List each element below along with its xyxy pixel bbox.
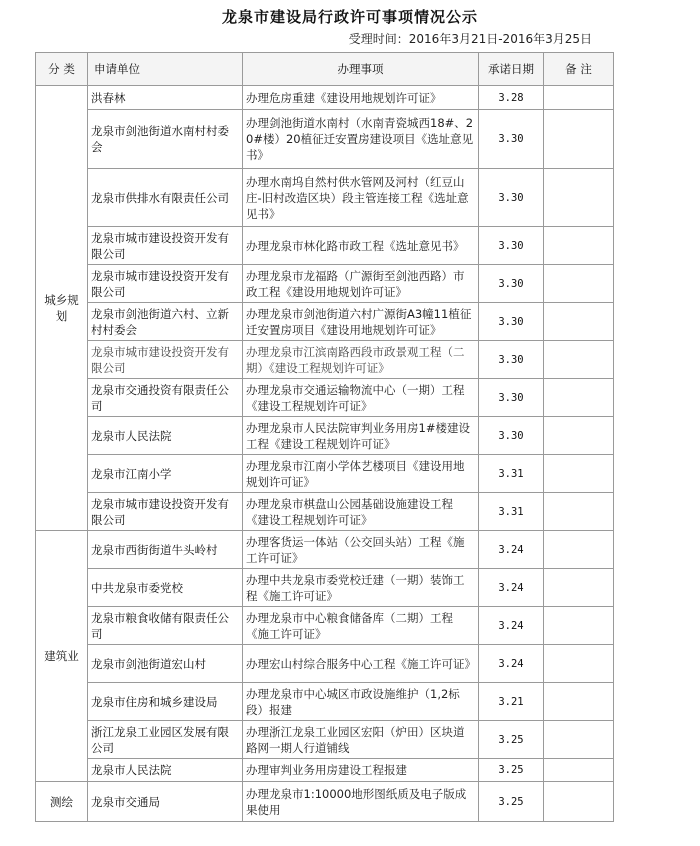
note-cell — [544, 683, 614, 721]
note-cell — [544, 493, 614, 531]
note-cell — [544, 607, 614, 645]
category-cell: 城乡规划 — [36, 86, 88, 531]
category-cell: 建筑业 — [36, 531, 88, 782]
unit-cell: 龙泉市人民法院 — [88, 417, 243, 455]
date-cell: 3.24 — [479, 569, 544, 607]
item-cell: 办理中共龙泉市委党校迁建（一期）装饰工程《施工许可证》 — [243, 569, 479, 607]
item-cell: 办理客货运一体站（公交回头站）工程《施工许可证》 — [243, 531, 479, 569]
table-row — [36, 169, 614, 227]
permit-table — [35, 52, 614, 822]
note-cell — [544, 341, 614, 379]
date-cell: 3.24 — [479, 645, 544, 683]
item-cell: 办理龙泉市剑池街道六村广源街A3幢11植征迁安置房项目《建设用地规划许可证》 — [243, 303, 479, 341]
unit-cell: 龙泉市城市建设投资开发有限公司 — [88, 493, 243, 531]
date-cell: 3.24 — [479, 531, 544, 569]
acceptance-period: 受理时间：2016年3月21日-2016年3月25日 — [348, 32, 592, 46]
col-header-unit: 申请单位 — [88, 53, 243, 86]
date-cell: 3.30 — [479, 379, 544, 417]
unit-cell: 中共龙泉市委党校 — [88, 569, 243, 607]
item-cell: 办理龙泉市江南小学体艺楼项目《建设用地规划许可证》 — [243, 455, 479, 493]
table-row — [36, 531, 614, 569]
item-cell: 办理危房重建《建设用地规划许可证》 — [243, 86, 479, 110]
table-row — [36, 759, 614, 782]
unit-cell: 洪春林 — [88, 86, 243, 110]
date-cell: 3.28 — [479, 86, 544, 110]
table-row — [36, 455, 614, 493]
unit-cell: 龙泉市城市建设投资开发有限公司 — [88, 227, 243, 265]
note-cell — [544, 782, 614, 822]
table-row — [36, 110, 614, 169]
note-cell — [544, 303, 614, 341]
date-cell: 3.30 — [479, 303, 544, 341]
table-row — [36, 86, 614, 110]
item-cell: 办理龙泉市江滨南路西段市政景观工程（二期）《建设工程规划许可证》 — [243, 341, 479, 379]
col-header-note: 备 注 — [544, 53, 614, 86]
unit-cell: 浙江龙泉工业园区发展有限公司 — [88, 721, 243, 759]
unit-cell: 龙泉市城市建设投资开发有限公司 — [88, 265, 243, 303]
date-cell: 3.25 — [479, 782, 544, 822]
date-cell: 3.30 — [479, 417, 544, 455]
note-cell — [544, 759, 614, 782]
date-cell: 3.21 — [479, 683, 544, 721]
note-cell — [544, 379, 614, 417]
unit-cell: 龙泉市交通局 — [88, 782, 243, 822]
table-row — [36, 265, 614, 303]
page-title: 龙泉市建设局行政许可事项情况公示 — [221, 8, 478, 26]
note-cell — [544, 265, 614, 303]
item-cell: 办理水南坞自然村供水管网及河村（红豆山庄-旧村改造区块）段主管连接工程《选址意见书》 — [243, 169, 479, 227]
date-cell: 3.30 — [479, 265, 544, 303]
item-cell: 办理龙泉市中心城区市政设施维护（1,2标段）报建 — [243, 683, 479, 721]
date-cell: 3.31 — [479, 493, 544, 531]
table-row — [36, 721, 614, 759]
table-row — [36, 569, 614, 607]
table-row — [36, 417, 614, 455]
unit-cell: 龙泉市粮食收储有限责任公司 — [88, 607, 243, 645]
table-row — [36, 683, 614, 721]
date-cell: 3.24 — [479, 607, 544, 645]
table-row — [36, 645, 614, 683]
item-cell: 办理浙江龙泉工业园区宏阳（炉田）区块道路网一期人行道铺线 — [243, 721, 479, 759]
table-row — [36, 379, 614, 417]
unit-cell: 龙泉市城市建设投资开发有限公司 — [88, 341, 243, 379]
unit-cell: 龙泉市剑池街道六村、立新村村委会 — [88, 303, 243, 341]
unit-cell: 龙泉市剑池街道宏山村 — [88, 645, 243, 683]
unit-cell: 龙泉市住房和城乡建设局 — [88, 683, 243, 721]
note-cell — [544, 455, 614, 493]
note-cell — [544, 645, 614, 683]
item-cell: 办理龙泉市中心粮食储备库（二期）工程《施工许可证》 — [243, 607, 479, 645]
col-header-item: 办理事项 — [243, 53, 479, 86]
item-cell: 办理龙泉市人民法院审判业务用房1#楼建设工程《建设工程规划许可证》 — [243, 417, 479, 455]
table-row — [36, 341, 614, 379]
item-cell: 办理龙泉市龙福路（广源街至剑池西路）市政工程《建设用地规划许可证》 — [243, 265, 479, 303]
date-cell: 3.30 — [479, 341, 544, 379]
header-row — [36, 53, 614, 86]
note-cell — [544, 531, 614, 569]
note-cell — [544, 721, 614, 759]
item-cell: 办理龙泉市1:10000地形图纸质及电子版成果使用 — [243, 782, 479, 822]
item-cell: 办理龙泉市棋盘山公园基础设施建设工程《建设工程规划许可证》 — [243, 493, 479, 531]
note-cell — [544, 86, 614, 110]
date-cell: 3.30 — [479, 169, 544, 227]
col-header-category: 分 类 — [36, 53, 88, 86]
date-cell: 3.25 — [479, 759, 544, 782]
unit-cell: 龙泉市供排水有限责任公司 — [88, 169, 243, 227]
item-cell: 办理宏山村综合服务中心工程《施工许可证》 — [243, 645, 479, 683]
unit-cell: 龙泉市江南小学 — [88, 455, 243, 493]
item-cell: 办理审判业务用房建设工程报建 — [243, 759, 479, 782]
col-header-date: 承诺日期 — [479, 53, 544, 86]
table-row — [36, 607, 614, 645]
date-cell: 3.30 — [479, 227, 544, 265]
table-row — [36, 493, 614, 531]
date-cell: 3.30 — [479, 110, 544, 169]
unit-cell: 龙泉市人民法院 — [88, 759, 243, 782]
item-cell: 办理龙泉市林化路市政工程《选址意见书》 — [243, 227, 479, 265]
unit-cell: 龙泉市剑池街道水南村村委会 — [88, 110, 243, 169]
item-cell: 办理龙泉市交通运输物流中心（一期）工程《建设工程规划许可证》 — [243, 379, 479, 417]
item-cell: 办理剑池街道水南村（水南青瓷城西18#、20#楼）20植征迁安置房建设项目《选址意见书》 — [243, 110, 479, 169]
table-row — [36, 782, 614, 822]
date-cell: 3.25 — [479, 721, 544, 759]
unit-cell: 龙泉市交通投资有限责任公司 — [88, 379, 243, 417]
category-cell: 测绘 — [36, 782, 88, 822]
note-cell — [544, 227, 614, 265]
note-cell — [544, 110, 614, 169]
note-cell — [544, 169, 614, 227]
note-cell — [544, 417, 614, 455]
unit-cell: 龙泉市西街街道牛头岭村 — [88, 531, 243, 569]
date-cell: 3.31 — [479, 455, 544, 493]
table-row — [36, 227, 614, 265]
note-cell — [544, 569, 614, 607]
table-row — [36, 303, 614, 341]
